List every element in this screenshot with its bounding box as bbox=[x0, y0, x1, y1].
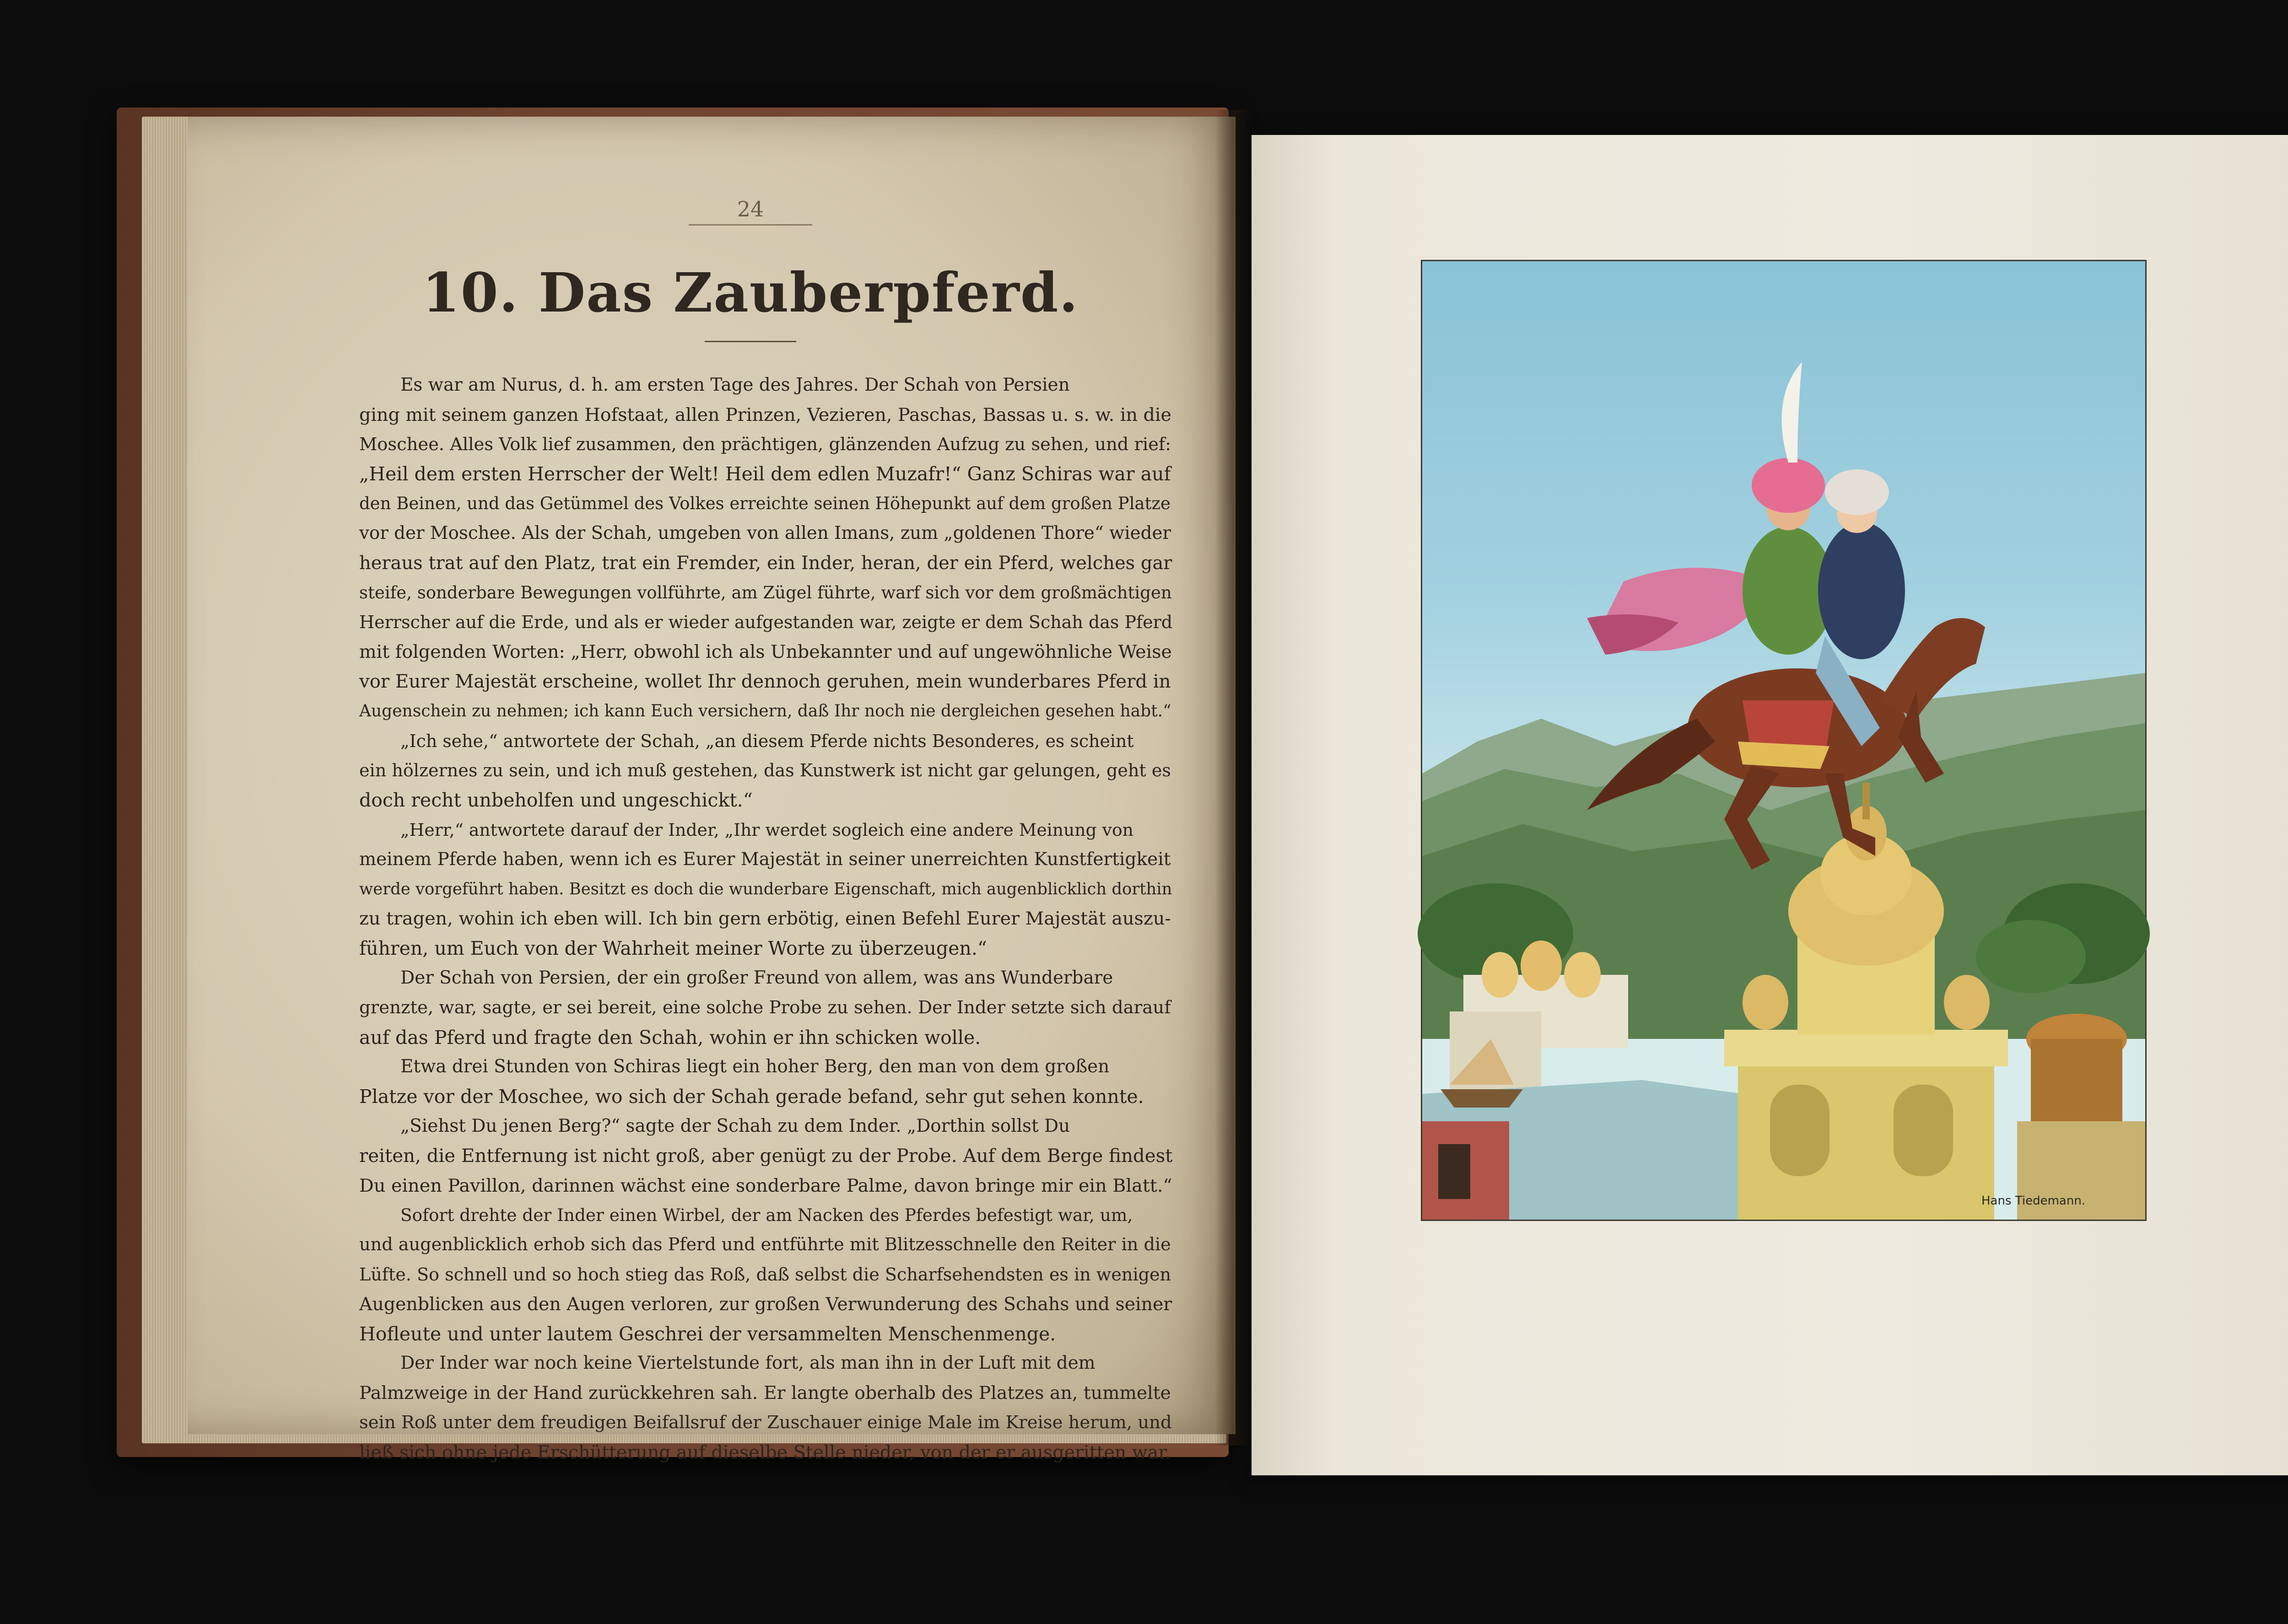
text-line: Lüfte. So schnell und so hoch stieg das Roß, daß selbst die Scharfsehendsten es in wenigen bbox=[359, 1264, 1171, 1285]
text-line: und augenblicklich erhob sich das Pferd und entführte mit Blitzesschnelle den Reiter in die bbox=[359, 1235, 1171, 1255]
text-line: den Beinen, und das Getümmel des Volkes erreichte seinen Höhepunkt auf dem großen Platze bbox=[359, 494, 1171, 514]
chapter-title: 10. Das Zauberpferd. bbox=[422, 261, 1079, 324]
text-line: Etwa drei Stunden von Schiras liegt ein hoher Berg, den man von dem großen bbox=[400, 1056, 1110, 1077]
text-line: doch recht unbeholfen und ungeschickt.“ bbox=[359, 789, 753, 812]
text-line: meinem Pferde haben, wenn ich es Eurer Majestät in seiner unerreichten Kunstfertigkeit bbox=[359, 849, 1171, 870]
text-line: auf das Pferd und fragte den Schah, wohin er ihn schicken wolle. bbox=[359, 1026, 981, 1049]
text-line: Du einen Pavillon, darinnen wächst eine sonderbare Palme, davon bringe mir ein Blatt.“ bbox=[359, 1175, 1172, 1196]
text-line: Augenschein zu nehmen; ich kann Euch versichern, daß Ihr noch nie dergleichen gesehen habt.“ bbox=[359, 701, 1171, 721]
text-line: Augenblicken aus den Augen verloren, zur großen Verwunderung des Schahs und seiner bbox=[359, 1293, 1172, 1315]
text-line: Der Schah von Persien, der ein großer Freund von allem, was ans Wunderbare bbox=[400, 967, 1113, 988]
text-line: Palmzweige in der Hand zurückkehren sah. Er langte oberhalb des Platzes an, tummelte bbox=[359, 1382, 1171, 1404]
text-line: „Heil dem ersten Herrscher der Welt! Heil dem edlen Muzafr!“ Ganz Schiras war auf bbox=[359, 463, 1171, 485]
text-line: ging mit seinem ganzen Hofstaat, allen Prinzen, Vezieren, Paschas, Bassas u. s. w. in die bbox=[359, 404, 1171, 425]
book-gutter bbox=[1215, 110, 1252, 1446]
text-line: Hofleute und unter lautem Geschrei der versammelten Menschenmenge. bbox=[359, 1323, 1056, 1345]
text-line: Der Inder war noch keine Viertelstunde fort, als man ihn in der Luft mit dem bbox=[400, 1353, 1095, 1374]
page-number-rule bbox=[689, 224, 812, 226]
title-rule bbox=[705, 341, 796, 342]
page-number: 24 bbox=[737, 197, 764, 221]
text-line: heraus trat auf den Platz, trat ein Fremder, ein Inder, heran, der ein Pferd, welches gar bbox=[359, 552, 1172, 574]
text-line: Moschee. Alles Volk lief zusammen, den prächtigen, glänzenden Aufzug zu sehen, und rief: bbox=[359, 434, 1171, 455]
text-line: Sofort drehte der Inder einen Wirbel, der am Nacken des Pferdes befestigt war, um, bbox=[400, 1205, 1133, 1226]
text-line: Es war am Nurus, d. h. am ersten Tage des Jahres. Der Schah von Persien bbox=[400, 375, 1070, 395]
text-line: vor der Moschee. Als der Schah, umgeben von allen Imans, zum „goldenen Thore“ wieder bbox=[359, 522, 1171, 543]
story-text bbox=[359, 371, 1173, 1463]
text-line: reiten, die Entfernung ist nicht groß, aber genügt zu der Probe. Auf dem Berge findest bbox=[359, 1145, 1173, 1167]
text-line: „Ich sehe,“ antwortete der Schah, „an diesem Pferde nichts Besonderes, es scheint bbox=[400, 731, 1134, 751]
text-line: Herrscher auf die Erde, und als er wieder aufgestanden war, zeigte er dem Schah das Pferd bbox=[359, 612, 1173, 633]
text-line: „Siehst Du jenen Berg?“ sagte der Schah zu dem Inder. „Dorthin sollst Du bbox=[400, 1115, 1070, 1136]
text-line: grenzte, war, sagte, er sei bereit, eine solche Probe zu sehen. Der Inder setzte sich darauf bbox=[359, 997, 1171, 1018]
text-line: führen, um Euch von der Wahrheit meiner Worte zu überzeugen.“ bbox=[359, 937, 987, 960]
text-line: Platze vor der Moschee, wo sich der Schah gerade befand, sehr gut sehen konnte. bbox=[359, 1086, 1144, 1108]
text-line: sein Roß unter dem freudigen Beifallsruf der Zuschauer einige Male im Kreise herum, und bbox=[359, 1412, 1172, 1433]
text-line: mit folgenden Worten: „Herr, obwohl ich als Unbekannter und auf ungewöhnliche Weise bbox=[359, 641, 1172, 663]
text-line: zu tragen, wohin ich eben will. Ich bin gern erbötig, einen Befehl Eurer Majestät auszu- bbox=[359, 908, 1171, 930]
text-line: ließ sich ohne jede Erschütterung auf dieselbe Stelle nieder, von der er ausgeritten war. bbox=[359, 1441, 1171, 1463]
text-line: werde vorgeführt haben. Besitzt es doch die wunderbare Eigenschaft, mich augenblicklich dorthin bbox=[359, 879, 1172, 898]
text-line: steife, sonderbare Bewegungen vollführte, am Zügel führte, warf sich vor dem großmächtigen bbox=[359, 582, 1172, 602]
illustration-plate bbox=[1421, 260, 2147, 1221]
flying-horse-illustration bbox=[1422, 261, 2145, 1220]
text-line: „Herr,“ antwortete darauf der Inder, „Ihr werdet sogleich eine andere Meinung von bbox=[400, 819, 1133, 840]
text-line: vor Eurer Majestät erscheine, wollet Ihr dennoch geruhen, mein wunderbares Pferd in bbox=[359, 671, 1171, 692]
illustration-signature: Hans Tiedemann. bbox=[1981, 1194, 2086, 1208]
text-line: ein hölzernes zu sein, und ich muß gestehen, das Kunstwerk ist nicht gar gelungen, geht es bbox=[359, 760, 1171, 781]
